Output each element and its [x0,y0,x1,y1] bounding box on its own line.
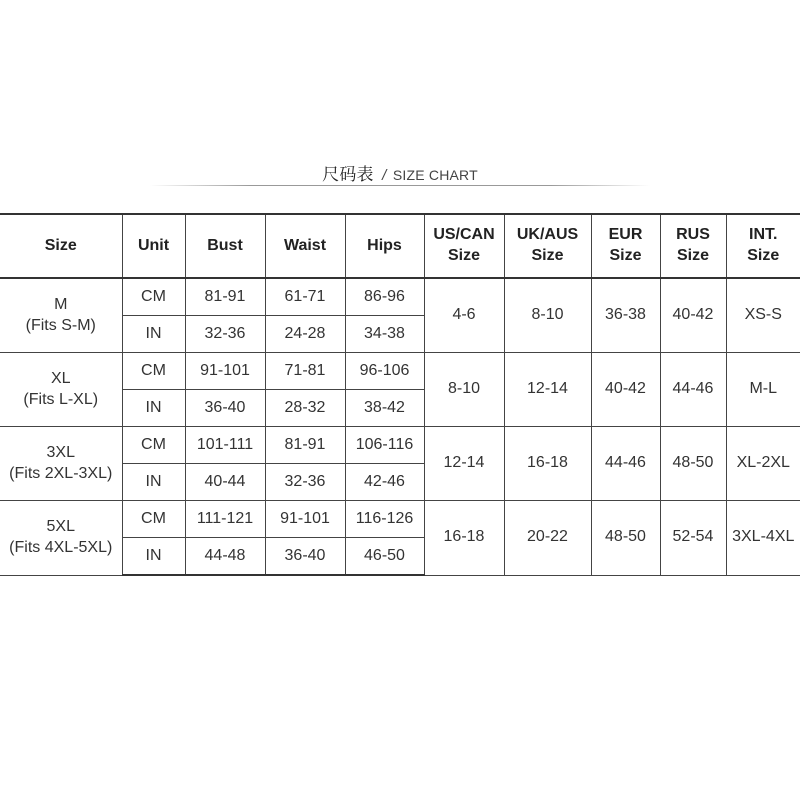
header-label: Size [609,247,642,264]
header-int-size [726,214,800,278]
header-label: Size [44,236,77,254]
size-fits-label: (Fits L-XL) [23,390,99,408]
hips-cell: 42-46 [345,464,424,501]
header-size [0,214,122,278]
title-chinese: 尺码表 [322,165,374,184]
hips-cell: 38-42 [345,390,424,427]
table-header-row [0,214,800,278]
bust-cell: 91-101 [185,353,265,390]
size-label: 3XL [46,443,75,461]
hips-cell: 116-126 [345,501,424,538]
waist-cell: 91-101 [265,501,345,538]
header-uk-aus-size [504,214,591,278]
size-fits-label: (Fits 2XL-3XL) [9,464,113,482]
table-row [0,501,800,538]
size-fits-label: (Fits 4XL-5XL) [9,538,113,556]
header-label: EUR [608,226,643,244]
title-separator: / [382,167,387,184]
waist-cell: 61-71 [265,278,345,316]
header-us-can-size [424,214,504,278]
unit-cell: CM [122,501,185,538]
int-size-cell: 3XL-4XL [726,501,800,576]
eur-size-cell: 48-50 [591,501,660,576]
header-label: US/CAN [433,226,495,244]
header-hips [345,214,424,278]
eur-size-cell: 40-42 [591,353,660,427]
header-label: UK/AUS [516,226,579,244]
header-label: Bust [207,236,243,254]
header-label: Size [747,247,780,264]
hips-cell: 96-106 [345,353,424,390]
us-can-size-cell: 12-14 [424,427,504,501]
unit-cell: IN [122,390,185,427]
bust-cell: 32-36 [185,316,265,353]
header-unit [122,214,185,278]
uk-aus-size-cell: 20-22 [504,501,591,576]
header-label: RUS [676,226,710,244]
title-english: SIZE CHART [392,167,478,183]
unit-cell: IN [122,316,185,353]
us-can-size-cell: 8-10 [424,353,504,427]
rus-size-cell: 40-42 [660,278,726,353]
int-size-cell: XS-S [726,278,800,353]
bust-cell: 40-44 [185,464,265,501]
unit-cell: IN [122,538,185,576]
bust-cell: 101-111 [185,427,265,464]
size-cell [0,427,122,501]
table-row [0,353,800,390]
size-chart-title-block [0,150,800,196]
size-chart-table [0,213,800,576]
uk-aus-size-cell: 12-14 [504,353,591,427]
header-label: Waist [283,236,327,254]
size-label: 5XL [46,517,75,535]
waist-cell: 28-32 [265,390,345,427]
header-label: Unit [137,236,170,254]
waist-cell: 32-36 [265,464,345,501]
unit-cell: CM [122,278,185,316]
header-rus-size [660,214,726,278]
waist-cell: 36-40 [265,538,345,576]
unit-cell: IN [122,464,185,501]
eur-size-cell: 36-38 [591,278,660,353]
us-can-size-cell: 16-18 [424,501,504,576]
table-row [0,278,800,316]
unit-cell: CM [122,353,185,390]
size-label: XL [50,369,71,387]
uk-aus-size-cell: 16-18 [504,427,591,501]
hips-cell: 86-96 [345,278,424,316]
eur-size-cell: 44-46 [591,427,660,501]
header-eur-size [591,214,660,278]
size-fits-label: (Fits S-M) [25,316,96,334]
waist-cell: 71-81 [265,353,345,390]
int-size-cell: M-L [726,353,800,427]
header-bust [185,214,265,278]
header-label: Hips [367,236,402,254]
size-chart-title [0,160,800,185]
table-row [0,427,800,464]
us-can-size-cell: 4-6 [424,278,504,353]
rus-size-cell: 48-50 [660,427,726,501]
bust-cell: 36-40 [185,390,265,427]
header-label: Size [676,247,709,264]
int-size-cell: XL-2XL [726,427,800,501]
hips-cell: 46-50 [345,538,424,576]
waist-cell: 81-91 [265,427,345,464]
size-cell [0,278,122,353]
waist-cell: 24-28 [265,316,345,353]
bust-cell: 111-121 [185,501,265,538]
rus-size-cell: 52-54 [660,501,726,576]
header-waist [265,214,345,278]
size-label: M [54,295,68,313]
hips-cell: 34-38 [345,316,424,353]
unit-cell: CM [122,427,185,464]
title-underline [150,185,650,186]
size-cell [0,353,122,427]
hips-cell: 106-116 [345,427,424,464]
header-label: Size [447,247,480,264]
rus-size-cell: 44-46 [660,353,726,427]
uk-aus-size-cell: 8-10 [504,278,591,353]
header-label: Size [531,247,564,264]
header-label: INT. [749,226,778,244]
size-cell [0,501,122,576]
bust-cell: 81-91 [185,278,265,316]
bust-cell: 44-48 [185,538,265,576]
